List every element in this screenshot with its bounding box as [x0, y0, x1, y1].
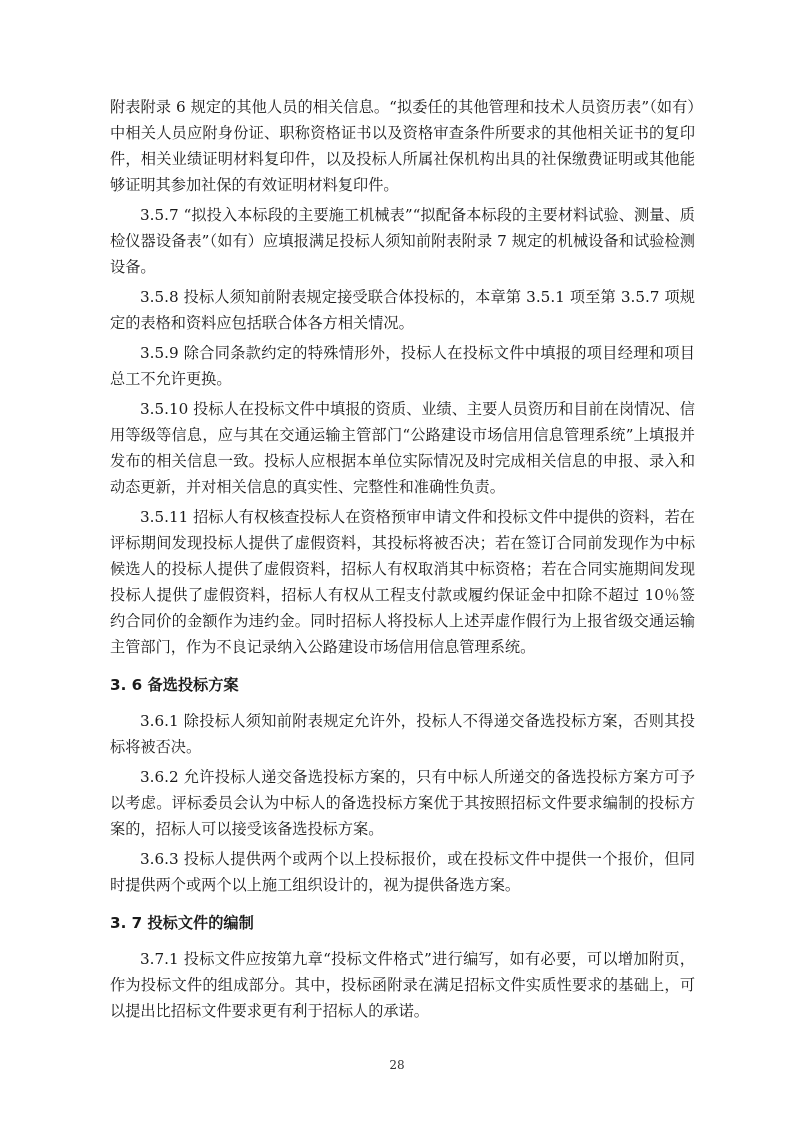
paragraph-continued-3-5-6: 附表附录 6 规定的其他人员的相关信息。“拟委任的其他管理和技术人员资历表”（如有）中相关人员应附身份证、职称资格证书以及资格审查条件所要求的其他相关证书的复印件，相关业绩证明材料复印件，以及投标人所属社保机构出具的社保缴费证明或其他能够证明其参加社保的有效证明材料复印件。: [110, 98, 695, 194]
page-number: 28: [389, 1058, 405, 1072]
paragraph-3-7-1: 3.7.1 投标文件应按第九章“投标文件格式”进行编写，如有必要，可以增加附页，作为投标文件的组成部分。其中，投标函附录在满足招标文件实质性要求的基础上，可以提出比招标文件要求更有利于招标人的承诺。: [110, 950, 695, 1020]
section-heading-3-7: 3. 7 投标文件的编制: [110, 914, 254, 932]
paragraph-3-6-1: 3.6.1 除投标人须知前附表规定允许外，投标人不得递交备选投标方案，否则其投标将被否决。: [110, 712, 695, 756]
paragraph-3-5-10: 3.5.10 投标人在投标文件中填报的资质、业绩、主要人员资历和目前在岗情况、信用等级等信息，应与其在交通运输主管部门“公路建设市场信用信息管理系统”上填报并发布的相关信息一致。投标人应根据本单位实际情况及时完成相关信息的申报、录入和动态更新，并对相关信息的真实性、完整性和准确性负责。: [110, 400, 695, 496]
paragraph-3-6-3: 3.6.3 投标人提供两个或两个以上投标报价，或在投标文件中提供一个报价，但同时提供两个或两个以上施工组织设计的，视为提供备选方案。: [110, 850, 695, 894]
paragraph-3-6-2: 3.6.2 允许投标人递交备选投标方案的，只有中标人所递交的备选投标方案方可予以考虑。评标委员会认为中标人的备选投标方案优于其按照招标文件要求编制的投标方案的，招标人可以接受该备选投标方案。: [110, 768, 695, 838]
paragraph-3-5-7: 3.5.7 “拟投入本标段的主要施工机械表”“拟配备本标段的主要材料试验、测量、质检仪器设备表”（如有）应填报满足投标人须知前附表附录 7 规定的机械设备和试验检测设备。: [110, 206, 695, 276]
paragraph-3-5-11: 3.5.11 招标人有权核查投标人在资格预审申请文件和投标文件中提供的资料，若在评标期间发现投标人提供了虚假资料，其投标将被否决；若在签订合同前发现作为中标候选人的投标人提供了虚假资料，招标人有权取消其中标资格；若在合同实施期间发现投标人提供了虚假资料，招标人有权从工程支付款或履约保证金中扣除不超过 10％签约合同价的金额作为违约金。同时招标人将投标人上述弄虚作假行为上报省级交通运输主管部门，作为不良记录纳入公路建设市场信用信息管理系统。: [110, 508, 695, 656]
document-body: [110, 94, 695, 1024]
paragraph-3-5-8: 3.5.8 投标人须知前附表规定接受联合体投标的，本章第 3.5.1 项至第 3.5.7 项规定的表格和资料应包括联合体各方相关情况。: [110, 288, 695, 332]
section-heading-3-6: 3. 6 备选投标方案: [110, 676, 239, 694]
paragraph-3-5-9: 3.5.9 除合同条款约定的特殊情形外，投标人在投标文件中填报的项目经理和项目总工不允许更换。: [110, 344, 695, 388]
